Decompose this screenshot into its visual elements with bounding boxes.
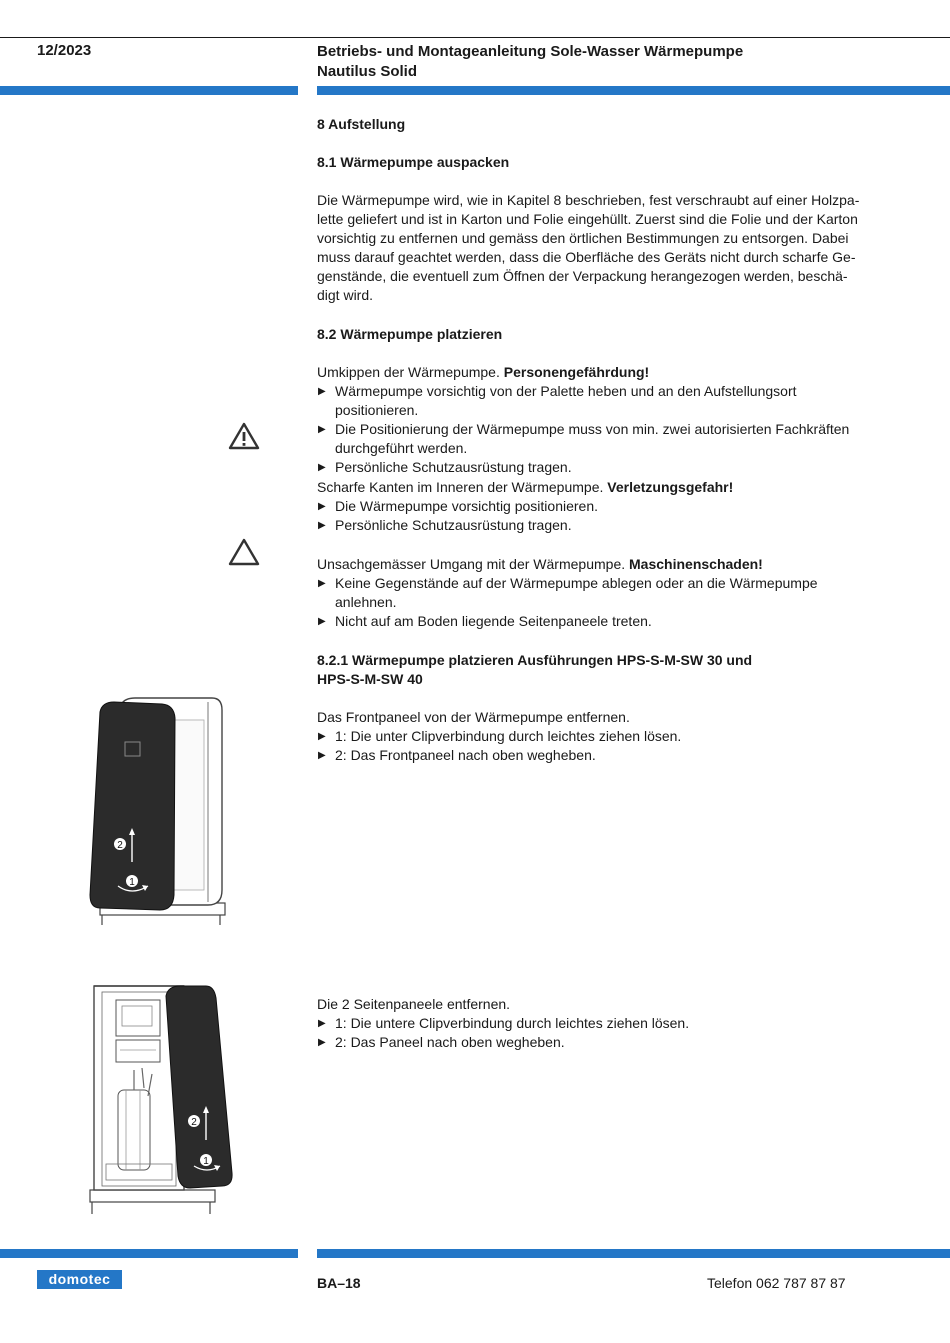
header-bar-right (317, 86, 950, 95)
callout-2: 2 (117, 840, 123, 851)
section-heading: 8 Aufstellung (317, 116, 406, 132)
footer-bar-left (0, 1249, 298, 1258)
list-item: ▶ Nicht auf am Boden liegende Seitenpaneele treten. (317, 612, 877, 631)
header-title (317, 42, 743, 82)
front-panel-removal-figure (80, 690, 240, 940)
warning-block-sharp-edges (317, 478, 877, 535)
warning-intro: Scharfe Kanten im Inneren der Wärmepumpe. (317, 479, 608, 495)
side-panel-removal-figure (82, 978, 242, 1223)
footer-bar-right (317, 1249, 950, 1258)
callout-1: 1 (203, 1156, 209, 1167)
heading-line: HPS-S-M-SW 40 (317, 671, 423, 687)
unpack-paragraph (317, 191, 877, 305)
header-date: 12/2023 (37, 42, 92, 59)
callout-1: 1 (129, 877, 135, 888)
list-item-text: Die Positionierung der Wärmepumpe muss von min. zwei autorisierten Fachkräften (335, 421, 850, 437)
warning-label: Maschinenschaden! (629, 556, 763, 572)
page-number: BA–18 (317, 1275, 361, 1291)
subsection-8-2-heading: 8.2 Wärmepumpe platzieren (317, 326, 503, 342)
front-panel-instructions (317, 708, 877, 765)
domotec-logo: domotec (37, 1270, 122, 1289)
paragraph-line: genstände, die eventuell zum Öffnen der Verpackung herangezogen werden, beschä- (317, 268, 848, 284)
header-rule (0, 37, 950, 38)
list-item: ▶ 1: Die untere Clipverbindung durch leichtes ziehen lösen. (317, 1014, 877, 1033)
side-panel-instructions (317, 995, 877, 1052)
list-item: ▶ 2: Das Frontpaneel nach oben wegheben. (317, 746, 877, 765)
warning-triangle-outline-icon (228, 538, 260, 566)
callout-2: 2 (191, 1117, 197, 1128)
list-item: ▶ Persönliche Schutzausrüstung tragen. (317, 516, 877, 535)
paragraph-line: Die Wärmepumpe wird, wie in Kapitel 8 beschrieben, fest verschraubt auf einer Holzpa- (317, 192, 860, 208)
footer-phone: Telefon 062 787 87 87 (707, 1275, 846, 1291)
warning-intro: Umkippen der Wärmepumpe. (317, 364, 504, 380)
paragraph-line: lette geliefert und ist in Karton und Folie eingehüllt. Zuerst sind die Folie und der Karton (317, 211, 858, 227)
instruction-intro: Das Frontpaneel von der Wärmepumpe entfernen. (317, 709, 630, 725)
warning-intro: Unsachgemässer Umgang mit der Wärmepumpe. (317, 556, 630, 572)
paragraph-line: vorsichtig zu entfernen und gemäss den örtlichen Bestimmungen zu entsorgen. Dabei (317, 230, 849, 246)
warning-block-machine-damage (317, 555, 877, 631)
subsection-8-1-heading: 8.1 Wärmepumpe auspacken (317, 154, 510, 170)
header-bar-left (0, 86, 298, 95)
subsection-8-2-1-heading (317, 651, 752, 689)
header-title-line1: Betriebs- und Montageanleitung Sole-Wasser Wärmepumpe (317, 43, 744, 60)
list-item-text-cont: durchgeführt werden. (335, 440, 468, 456)
list-item (317, 420, 877, 458)
list-item: ▶ 2: Das Paneel nach oben wegheben. (317, 1033, 877, 1052)
list-item: ▶ Die Wärmepumpe vorsichtig positionieren. (317, 497, 877, 516)
heading-line: 8.2.1 Wärmepumpe platzieren Ausführungen HPS-S-M-SW 30 und (317, 652, 753, 668)
list-item: ▶ Wärmepumpe vorsichtig von der Palette heben und an den Aufstellungsort positionieren. (317, 382, 877, 420)
instruction-intro: Die 2 Seitenpaneele entfernen. (317, 996, 511, 1012)
list-item: ▶ Keine Gegenstände auf der Wärmepumpe ablegen oder an die Wärmepumpe anlehnen. (317, 574, 877, 612)
list-item: ▶ Persönliche Schutzausrüstung tragen. (317, 458, 877, 477)
list-item: ▶ 1: Die unter Clipverbindung durch leichtes ziehen lösen. (317, 727, 877, 746)
warning-block-tipping (317, 363, 877, 477)
warning-triangle-filled-icon (228, 422, 260, 450)
warning-label: Personengefährdung! (503, 364, 650, 380)
paragraph-line: muss darauf geachtet werden, dass die Oberfläche des Geräts nicht durch scharfe Ge- (317, 249, 856, 265)
header-title-line2: Nautilus Solid (317, 63, 418, 80)
paragraph-line: digt wird. (317, 287, 374, 303)
warning-label: Verletzungsgefahr! (607, 479, 734, 495)
